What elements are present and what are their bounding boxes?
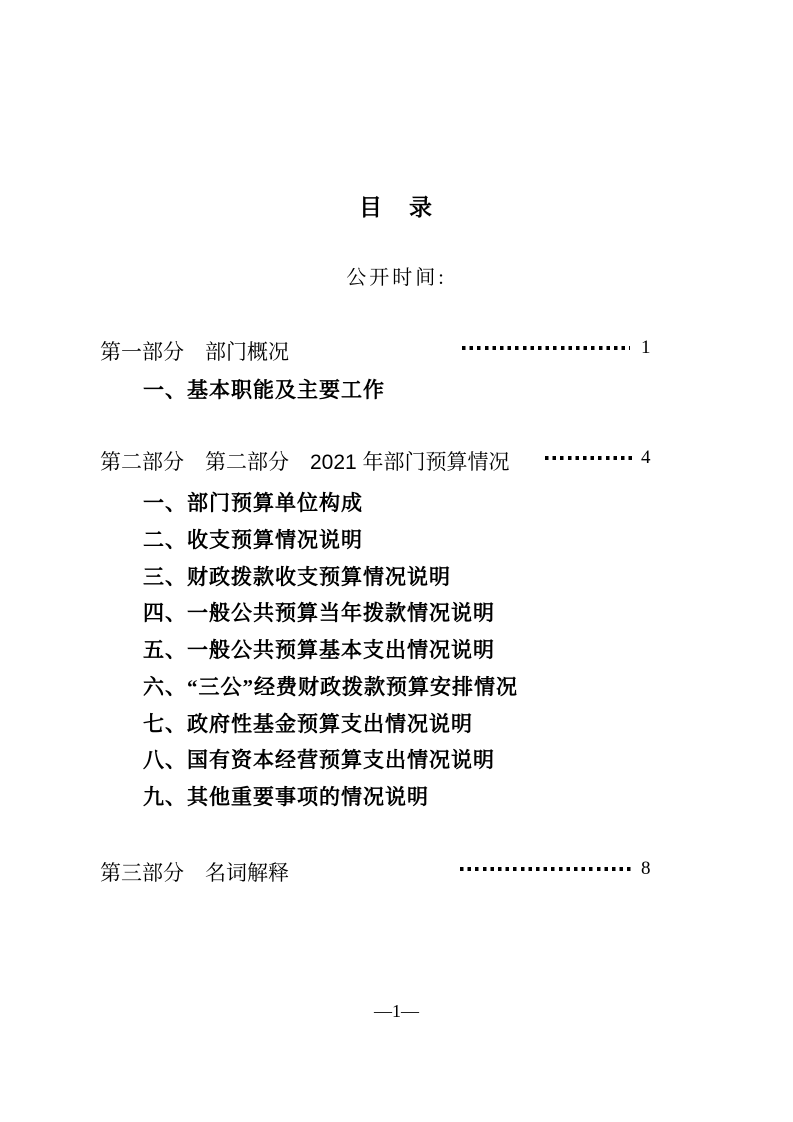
toc-section-label: 第一部分 部门概况: [100, 341, 289, 364]
toc-section-label: 第三部分 名词解释: [100, 862, 289, 885]
document-title: 目 录: [359, 194, 434, 220]
toc-section-row: [0, 446, 793, 472]
toc-item: 三、财政拨款收支预算情况说明: [143, 565, 451, 589]
toc-item: 九、其他重要事项的情况说明: [143, 785, 429, 809]
toc-item: 二、收支预算情况说明: [143, 528, 363, 552]
page-footer-number: —1—: [374, 1001, 419, 1021]
dot-leader: [545, 456, 633, 460]
toc-item: 一、部门预算单位构成: [143, 491, 363, 515]
toc-page-number: 8: [641, 858, 651, 879]
publish-time-label: 公开时间:: [346, 267, 447, 289]
toc-item: 八、国有资本经营预算支出情况说明: [143, 748, 495, 772]
toc-item: 四、一般公共预算当年拨款情况说明: [143, 601, 495, 625]
dot-leader: [460, 867, 632, 871]
toc-page-number: 4: [641, 447, 651, 468]
toc-item: 七、政府性基金预算支出情况说明: [143, 712, 473, 736]
toc-section-row: [0, 857, 793, 883]
dot-leader: [462, 346, 630, 350]
toc-section-row: [0, 336, 793, 362]
toc-section-label: 第二部分 第二部分 2021 年部门预算情况: [100, 451, 510, 474]
toc-page-number: 1: [641, 337, 651, 358]
toc-item: 一、基本职能及主要工作: [143, 378, 385, 402]
toc-item: 六、“三公”经费财政拨款预算安排情况: [143, 675, 518, 699]
toc-item: 五、一般公共预算基本支出情况说明: [143, 638, 495, 662]
